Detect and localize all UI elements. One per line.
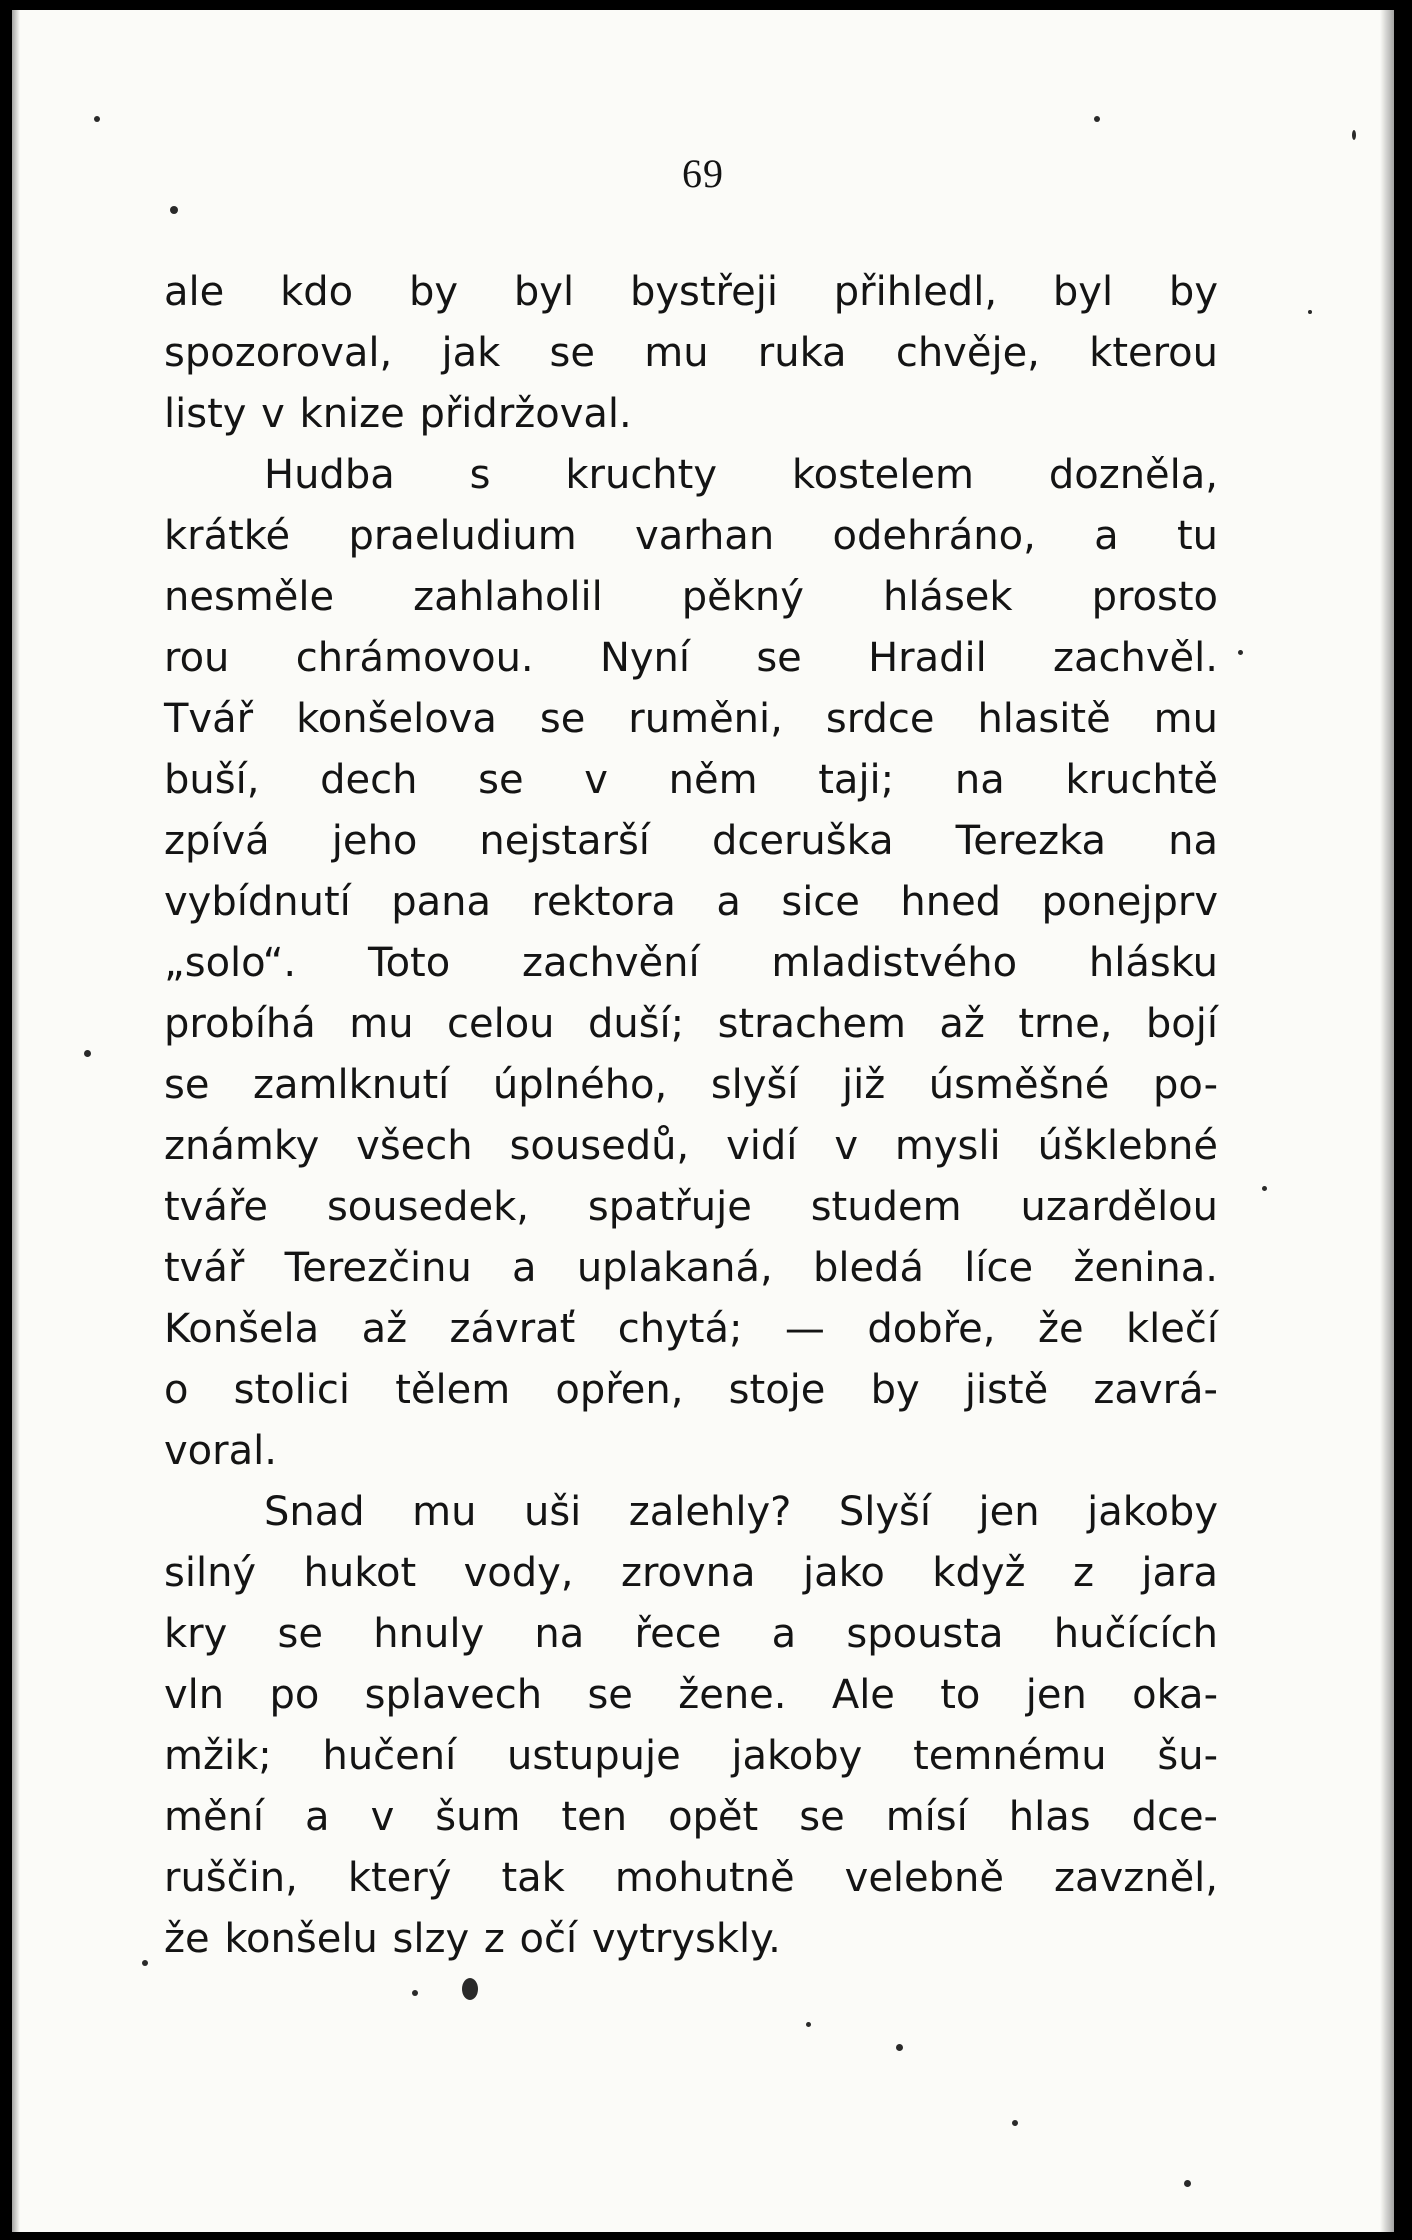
text-line: o stolici tělem opřen, stoje by jistě zavrá- — [164, 1367, 1218, 1413]
text-line: tvář Terezčinu a uplakaná, bledá líce ženina. — [164, 1245, 1218, 1291]
body-text — [164, 262, 1218, 1970]
scan-speck — [170, 206, 178, 214]
scan-speck — [1184, 2180, 1191, 2187]
scan-speck — [142, 1960, 148, 1966]
text-line: Snad mu uši zalehly? Slyší jen jakoby — [264, 1489, 1218, 1535]
text-line: Konšela až závrať chytá; — dobře, že klečí — [164, 1306, 1218, 1352]
text-line: nesměle zahlaholil pěkný hlásek prosto — [164, 574, 1218, 620]
text-line: vln po splavech se žene. Ale to jen oka- — [164, 1672, 1218, 1718]
page-gutter-shadow — [12, 10, 20, 2232]
scan-speck — [1308, 310, 1312, 314]
scan-speck — [94, 116, 100, 122]
text-line: buší, dech se v něm taji; na kruchtě — [164, 757, 1218, 803]
text-line: rou chrámovou. Nyní se Hradil zachvěl. — [164, 635, 1218, 681]
text-line: se zamlknutí úplného, slyší již úsměšné po- — [164, 1062, 1218, 1108]
text-line: probíhá mu celou duší; strachem až trne, bojí — [164, 1001, 1218, 1047]
text-line: listy v knize přidržoval. — [164, 391, 632, 437]
text-line: zpívá jeho nejstarší dceruška Terezka na — [164, 818, 1218, 864]
scan-speck — [412, 1990, 418, 1996]
text-line: voral. — [164, 1428, 277, 1474]
scan-speck — [1012, 2120, 1018, 2126]
page-number: 69 — [682, 151, 724, 196]
scan-speck — [1238, 650, 1243, 655]
text-line: krátké praeludium varhan odehráno, a tu — [164, 513, 1218, 559]
text-line: ale kdo by byl bystřeji přihledl, byl by — [164, 269, 1218, 315]
text-line: mžik; hučení ustupuje jakoby temnému šu- — [164, 1733, 1218, 1779]
scan-speck — [896, 2044, 903, 2051]
page-edge-shadow — [1380, 10, 1394, 2232]
text-line: „solo“. Toto zachvění mladistvého hlásku — [164, 940, 1218, 986]
book-page — [12, 10, 1394, 2232]
text-line: Hudba s kruchty kostelem dozněla, — [264, 452, 1218, 498]
scan-speck — [1094, 116, 1100, 122]
scan-speck — [806, 2022, 811, 2027]
text-line: spozoroval, jak se mu ruka chvěje, kterou — [164, 330, 1218, 376]
scan-speck — [462, 1978, 478, 2000]
text-line: silný hukot vody, zrovna jako když z jara — [164, 1550, 1218, 1596]
text-line: známky všech sousedů, vidí v mysli úšklebné — [164, 1123, 1218, 1169]
text-line: kry se hnuly na řece a spousta hučících — [164, 1611, 1218, 1657]
scan-speck — [1352, 130, 1356, 140]
text-line: vybídnutí pana rektora a sice hned ponejprv — [164, 879, 1218, 925]
text-line: mění a v šum ten opět se mísí hlas dce- — [164, 1794, 1218, 1840]
text-line: že konšelu slzy z očí vytryskly. — [164, 1916, 781, 1962]
text-line: tváře sousedek, spatřuje studem uzardělou — [164, 1184, 1218, 1230]
text-line: ruščin, který tak mohutně velebně zavzněl, — [164, 1855, 1218, 1901]
scan-speck — [1262, 1186, 1267, 1191]
text-line: Tvář konšelova se ruměni, srdce hlasitě mu — [164, 696, 1218, 742]
scan-speck — [84, 1050, 91, 1057]
